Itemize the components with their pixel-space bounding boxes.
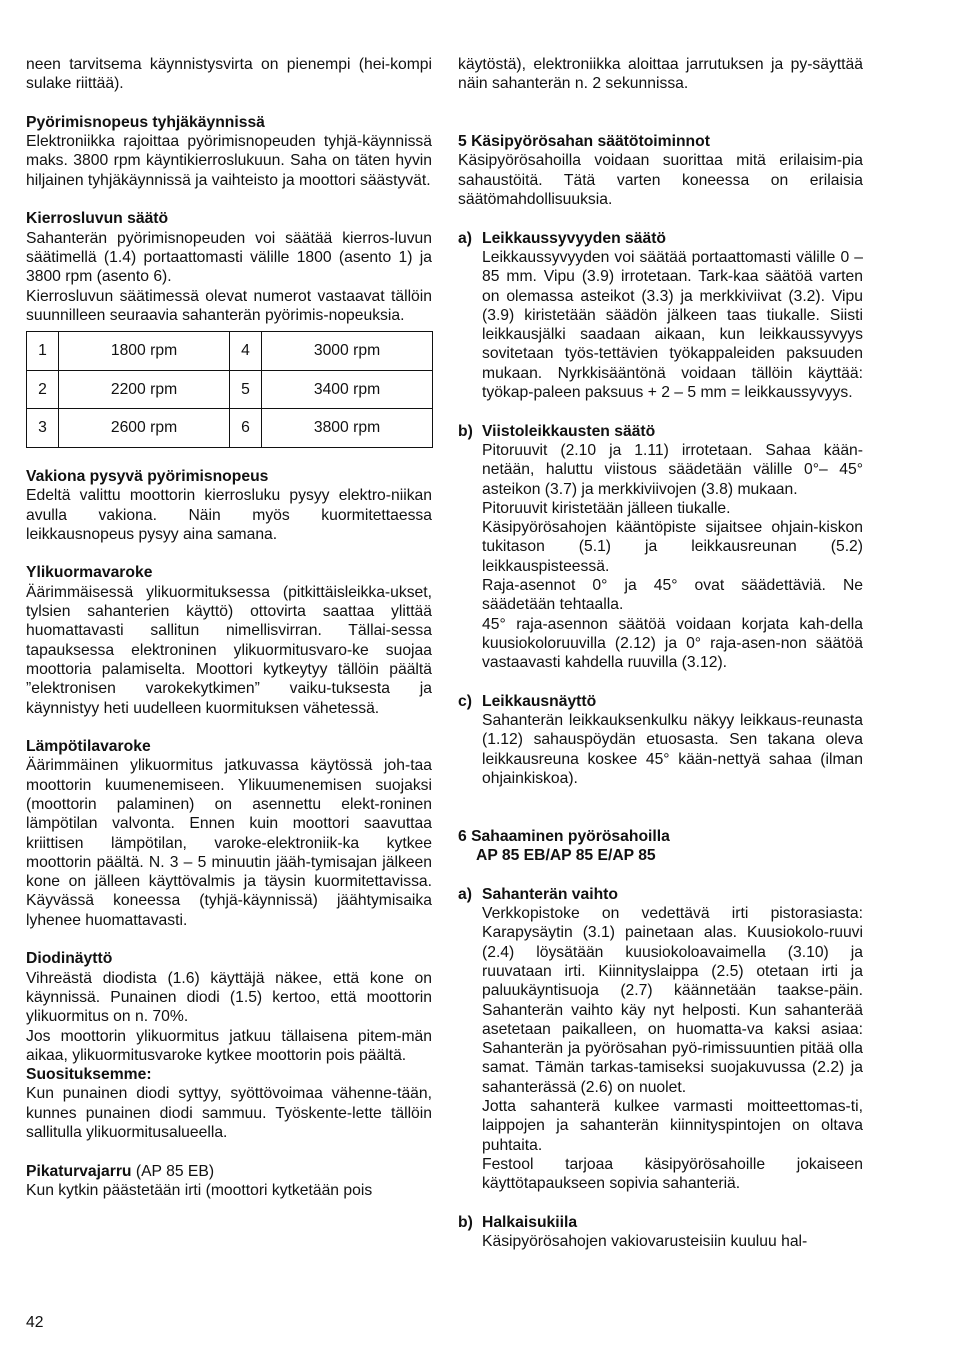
subsection-label: b) — [458, 422, 473, 440]
thermal-heading: Lämpötilavaroke — [26, 738, 151, 756]
section-6-subheading: AP 85 EB/AP 85 E/AP 85 — [476, 847, 656, 865]
riving-knife-text: Käsipyörösahojen vakiovarusteisiin kuuluu hal- — [482, 1233, 808, 1251]
table-cell: 3000 rpm — [262, 332, 433, 371]
table-cell: 2600 rpm — [59, 409, 230, 448]
indicator-text: Sahanterän leikkauksenkulku näkyy leikkaus-reunasta (1.12) sahauspöydän etuosasta. Sen takana oleva leikkausreuna koskee 45° kään-nettyä sahaa (ilman ohjainkiskoa). — [482, 712, 863, 787]
riving-knife-heading: Halkaisukiila — [482, 1213, 578, 1231]
overload-text: Äärimmäisessä ylikuormituksessa (pitkittäisleikka-ukset, tylsien sahanterien käyttö) ottovirta saattaa ylittää huomattavasti sallitun nimellisvirran. Tällai-sessa tapauksessa elektroninen ylikuormitusvaro-ke suojaa moottoria palamiselta. Moottori kytkeytyy tällöin päältä ”elektronisen varokekytkimen” vaiku-tuksesta ja käynnistyy heti uudelleen kuormituksen vähetessä. — [26, 583, 432, 717]
diode-text-1: Vihreästä diodista (1.6) käyttäjä näkee, että kone on käynnissä. Punainen diodi (1.5) kertoo, että moottorin ylikuormitus on n. 70%. — [26, 969, 432, 1026]
bevel-heading: Viistoleikkausten säätö — [482, 422, 656, 440]
blade-change-text-3: Festool tarjoaa käsipyörösahoille jokaiseen käyttötapaukseen sopivia sahanteriä. — [482, 1155, 863, 1193]
blade-change-heading: Sahanterän vaihto — [482, 885, 618, 903]
table-cell: 5 — [230, 370, 262, 409]
subsection-blade-change — [458, 885, 863, 1194]
idle-speed-heading: Pyörimisnopeus tyhjäkäynnissä — [26, 113, 265, 131]
subsection-indicator — [458, 692, 863, 788]
table-cell: 2 — [27, 370, 59, 409]
blade-change-text-1: Verkkopistoke on vedettävä irti pistorasiasta: Karapysäytin (3.1) painetaan alas. Kuusiokolo-ruuvi (2.4) löysätään kuusiokoloavaimella (3.10) ja ruuvataan irti. Kiinnityslaippa (2.5) otetaan irti ja paluukäyntisuoja (2.7) käännetään taakse-päin. Sahanterän vaihto käy nyt helposti. Kun sahanterää asetetaan paikalleen, on huomatta-va kaksi asiaa: Sahanterän ja pyörösahan pyö-rimissuuntien pitää olla samat. Tämän tarkas-tamiseksi suojakuvussa (2.2) ja sahanterässä (2.6) on nuolet. — [482, 905, 863, 1096]
speed-control-text-2: Kierrosluvun säätimessä olevat numerot vastaavat tällöin suunnilleen seuraavia sahanterän pyörimis-nopeuksia. — [26, 287, 432, 324]
constant-speed-text: Edeltä valittu moottorin kierrosluku pysyy elektro-niikan avulla vakiona. Näin myös kuormitettaessa leikkausnopeus pysyy aina samana. — [26, 487, 432, 543]
depth-text: Leikkaussyvyyden voi säätää portaattomasti välille 0 – 85 mm. Vipu (3.9) irrotetaan. Tark-kaa säätöä varten on olemassa asteikot (3.3) ja merkkiviivat (3.2). Vipu (3.9) kiristetään säädön jälkeen taas tiukalle. Siisti leikkausjälki saadaan aikaan, kun leikkaussyvyys sovitetaan työs-tettävien työkappaleiden paksuuden mukaan. Nyrkkisääntönä voidaan tällöin käyttää: työkap-paleen paksuus + 2 – 5 mm = leikkaussyvyys. — [482, 248, 863, 402]
subsection-label: a) — [458, 885, 472, 903]
table-row — [27, 332, 433, 371]
table-cell: 3800 rpm — [262, 409, 433, 448]
table-cell: 4 — [230, 332, 262, 371]
thermal-text: Äärimmäinen ylikuormitus jatkuvassa käytössä joh-taa moottorin kuumenemiseen. Ylikuumenemisen suojaksi (moottorin palaminen) on asennettu elekt-roninen lämpötilan valvonta. Ennen kuin moottori saavuttaa kriittisen lämpötilan, varoke-elektroniik-ka kytkee moottorin päältä. N. 3 – 5 minuutin jääh-tymisajan jälkeen kone on jälleen käyttövalmis ja täysin kuormitettavissa. Käyvässä koneessa (tyhjä-käynnissä) jäähtymisaika lyhenee huomattavasti. — [26, 757, 432, 929]
bevel-text-3: Käsipyörösahojen kääntöpiste sijaitsee ohjain-kiskon tukitason (5.1) ja leikkausreunan (5.2) leikkauspisteessä. — [482, 519, 863, 575]
table-cell: 1800 rpm — [59, 332, 230, 371]
section-6-heading: 6 Sahaaminen pyörösahoilla — [458, 827, 670, 845]
table-cell: 6 — [230, 409, 262, 448]
brake-heading-suffix: (AP 85 EB) — [131, 1162, 215, 1180]
bevel-text-5: 45° raja-asennon säätöä voidaan korjata kah-della kuusiokoloruuvilla (2.12) ja 0° raja-asen-non säätöä vastaavasti kahdella ruuvilla (3.12). — [482, 615, 863, 672]
table-row — [27, 370, 433, 409]
table-cell: 1 — [27, 332, 59, 371]
subsection-label: b) — [458, 1213, 473, 1231]
diode-heading: Diodinäyttö — [26, 950, 113, 968]
bevel-text-1: Pitoruuvit (2.10 ja 1.11) irrotetaan. Sahaa kään-netään, haluttu viistous säädetään välille 0°– 45° asteikon (3.7) ja merkkiviivojen (3.8) mukaan. — [482, 441, 863, 498]
speed-control-heading: Kierrosluvun säätö — [26, 210, 169, 228]
idle-speed-text: Elektroniikka rajoittaa pyörimisnopeuden tyhjä-käynnissä maks. 3800 rpm käyntikierroslukuun. Saha on täten hyvin hiljainen tyhjäkäynnissä ja vaihteisto ja moottori säästyvät. — [26, 133, 432, 189]
indicator-heading: Leikkausnäyttö — [482, 692, 597, 710]
subsection-bevel — [458, 422, 863, 673]
overload-heading: Ylikuormavaroke — [26, 564, 153, 582]
section-5-text: Käsipyörösahoilla voidaan suorittaa mitä erilaisim-pia sahaustöitä. Tätä varten koneessa on erilaisia säätömahdollisuuksia. — [458, 152, 863, 209]
rpm-table — [26, 331, 433, 448]
bevel-text-2: Pitoruuvit kiristetään jälleen tiukalle. — [482, 499, 731, 517]
depth-heading: Leikkaussyvyyden säätö — [482, 229, 666, 247]
constant-speed-heading: Vakiona pysyvä pyörimisnopeus — [26, 467, 269, 485]
brake-heading-line — [26, 1162, 432, 1181]
section-5-heading: 5 Käsipyörösahan säätötoiminnot — [458, 133, 710, 151]
bevel-text-4: Raja-asennot 0° ja 45° ovat säädettäviä. Ne säädetään tehtaalla. — [482, 577, 863, 614]
right-column — [458, 55, 863, 1251]
blade-change-text-2: Jotta sahanterä kulkee varmasti moitteettomas-ti, laippojen ja sahanterän kiinnityspintojen on oltava puhtaita. — [482, 1098, 863, 1154]
subsection-label: c) — [458, 692, 472, 710]
recommendation-heading: Suosituksemme: — [26, 1066, 152, 1084]
subsection-riving-knife — [458, 1213, 863, 1252]
left-intro: neen tarvitsema käynnistysvirta on pienempi (hei-kompi sulake riittää). — [26, 56, 432, 93]
right-intro: käytöstä), elektroniikka aloittaa jarrutuksen ja py-säyttää näin sahanterän n. 2 sekunnissa. — [458, 56, 863, 93]
subsection-depth — [458, 229, 863, 403]
brake-heading: Pikaturvajarru — [26, 1162, 132, 1180]
table-cell: 3 — [27, 409, 59, 448]
table-cell: 2200 rpm — [59, 370, 230, 409]
subsection-label: a) — [458, 229, 472, 247]
page-number: 42 — [26, 1314, 44, 1331]
speed-control-text-1: Sahanterän pyörimisnopeuden voi säätää kierros-luvun säätimellä (1.4) portaattomasti välille 1800 (asento 1) ja 3800 rpm (asento 6). — [26, 229, 432, 286]
left-column — [26, 55, 432, 1200]
table-row — [27, 409, 433, 448]
table-cell: 3400 rpm — [262, 370, 433, 409]
diode-text-2: Jos moottorin ylikuormitus jatkuu tällaisena pitem-män aikaa, ylikuormitusvaroke kytkee moottorin pois päältä. — [26, 1027, 432, 1064]
brake-text: Kun kytkin päästetään irti (moottori kytketään pois — [26, 1181, 373, 1199]
recommendation-text: Kun punainen diodi syttyy, syöttövoimaa vähenne-tään, kunnes punainen diodi sammuu. Työskente-lette tällöin sallitulla ylikuormitusalueella. — [26, 1085, 432, 1142]
